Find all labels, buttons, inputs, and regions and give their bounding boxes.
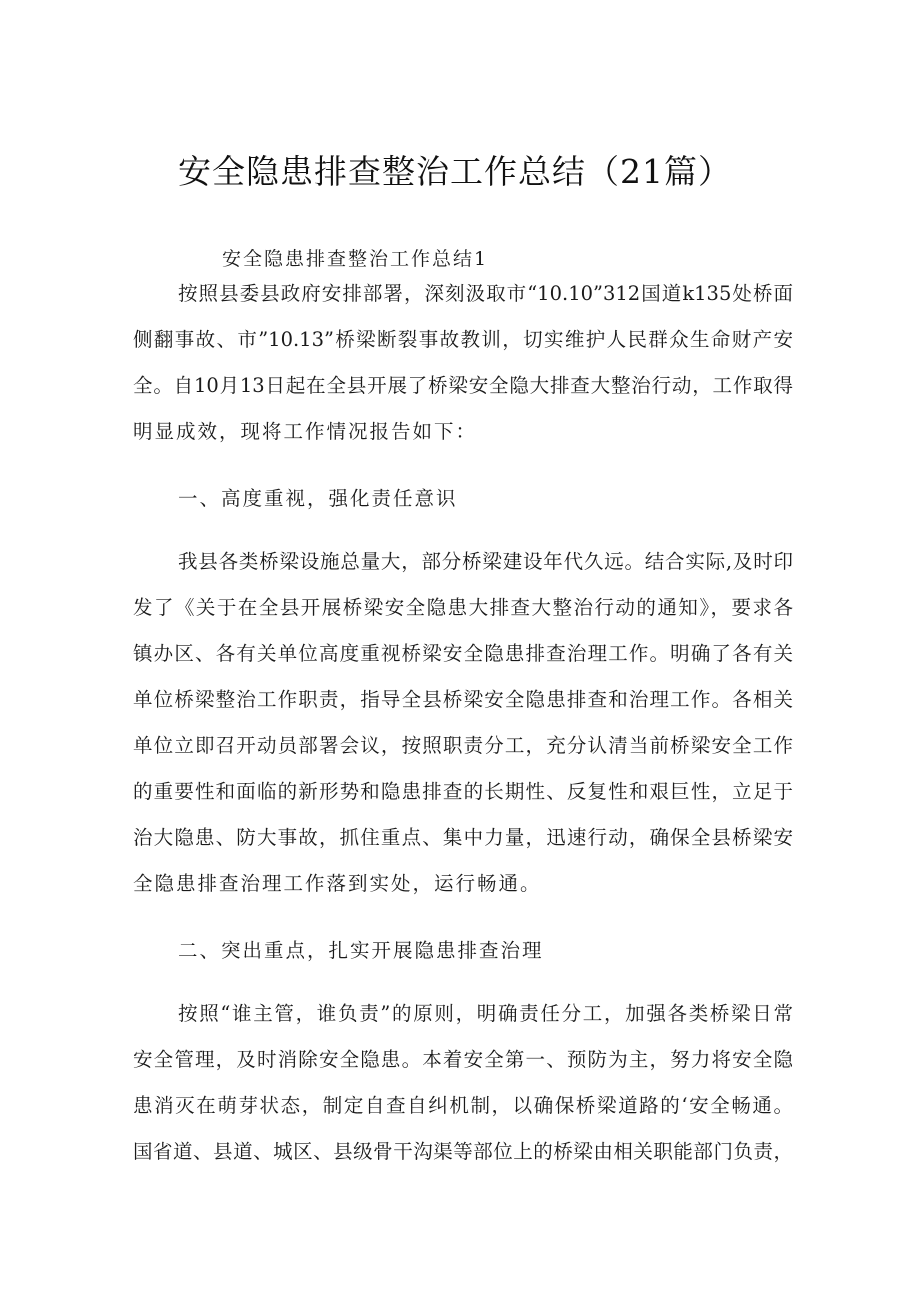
document-title: 安全隐患排查整治工作总结（21篇） xyxy=(178,152,732,191)
paragraph-3-line-2: 安全管理，及时消除安全隐患。本着安全第一、预防为主，努力将安全隐 xyxy=(133,1048,793,1071)
paragraph-2-line-3: 镇办区、各有关单位高度重视桥梁安全隐患排查治理工作。明确了各有关 xyxy=(133,642,793,665)
paragraph-3-line-1: 按照“谁主管，谁负责”的原则，明确责任分工，加强各类桥梁日常 xyxy=(178,1002,793,1025)
paragraph-1-line-2: 侧翻事故、市”10.13”桥梁断裂事故教训，切实维护人民群众生命财产安 xyxy=(133,328,793,351)
paragraph-2-line-6: 的重要性和面临的新形势和隐患排查的长期性、反复性和艰巨性，立足于 xyxy=(133,780,793,803)
document-subtitle: 安全隐患排查整治工作总结1 xyxy=(222,248,489,270)
section-heading-2: 二、突出重点，扎实开展隐患排查治理 xyxy=(178,939,544,962)
section-heading-1: 一、高度重视，强化责任意识 xyxy=(178,487,458,510)
paragraph-2-line-1: 我县各类桥梁设施总量大，部分桥梁建设年代久远。结合实际,及时印 xyxy=(178,550,793,573)
paragraph-3-line-4: 国省道、县道、城区、县级骨干沟渠等部位上的桥梁由相关职能部门负责， xyxy=(133,1140,793,1163)
paragraph-1-line-3: 全。自10月13日起在全县开展了桥梁安全隐大排查大整治行动，工作取得 xyxy=(133,374,793,397)
paragraph-3-line-3: 患消灭在萌芽状态，制定自查自纠机制，以确保桥梁道路的‘安全畅通。 xyxy=(133,1094,793,1117)
paragraph-1-line-4: 明显成效，现将工作情况报告如下： xyxy=(133,420,478,443)
paragraph-2-line-7: 治大隐患、防大事故，抓住重点、集中力量，迅速行动，确保全县桥梁安 xyxy=(133,826,793,849)
paragraph-2-line-4: 单位桥梁整治工作职责，指导全县桥梁安全隐患排查和治理工作。各相关 xyxy=(133,688,793,711)
paragraph-2-line-8: 全隐患排查治理工作落到实处，运行畅通。 xyxy=(133,872,542,895)
paragraph-1-line-1: 按照县委县政府安排部署，深刻汲取市“10.10”312国道k135处桥面 xyxy=(178,282,793,305)
paragraph-2-line-5: 单位立即召开动员部署会议，按照职责分工，充分认清当前桥梁安全工作 xyxy=(133,734,793,757)
paragraph-2-line-2: 发了《关于在全县开展桥梁安全隐患大排查大整治行动的通知》，要求各 xyxy=(133,596,793,619)
